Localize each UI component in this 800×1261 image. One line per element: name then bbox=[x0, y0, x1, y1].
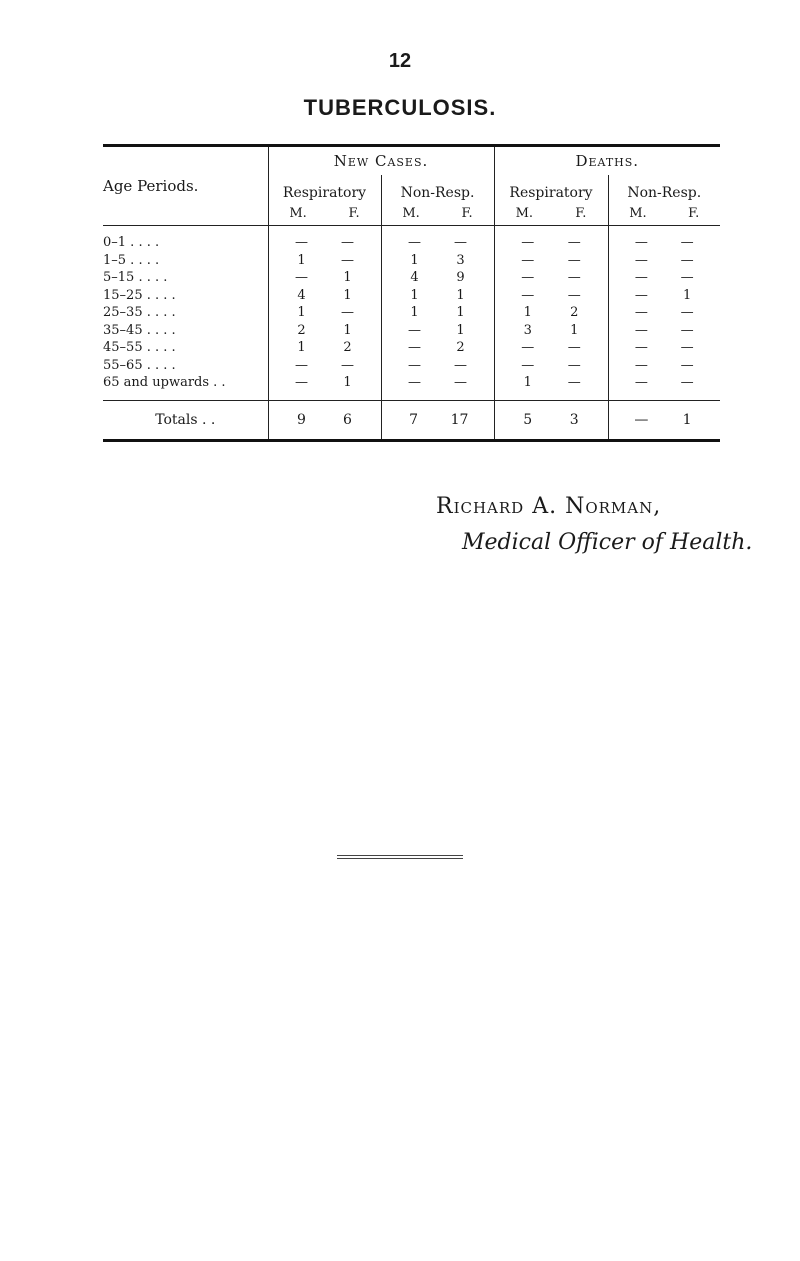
female-label: F. bbox=[688, 205, 700, 221]
age-period-cell: 1–5 . . . . bbox=[103, 252, 160, 268]
new-nonresp-cell: — — bbox=[381, 374, 494, 400]
death-resp-cell: 1 — bbox=[494, 374, 608, 400]
new-nonresp-cell: 1 1 bbox=[381, 304, 494, 322]
new-nonresp-cell: — — bbox=[381, 226, 494, 252]
death-nonresp-cell: — — bbox=[608, 269, 720, 287]
death-nonresp-cell: — 1 bbox=[608, 287, 720, 305]
death-nonresp-cell: — — bbox=[608, 226, 720, 252]
new-resp-cell: 1 2 bbox=[268, 339, 381, 357]
age-period-cell: 25–35 . . . . bbox=[103, 305, 176, 321]
age-period-cell: 5–15 . . . . bbox=[103, 270, 168, 286]
death-resp-cell: — — bbox=[494, 269, 608, 287]
female-label: F. bbox=[348, 205, 360, 221]
table-row bbox=[103, 339, 720, 357]
new-resp-cell: — 1 bbox=[268, 269, 381, 287]
table-row bbox=[103, 287, 720, 305]
totals-new-resp-cell: 9 6 bbox=[268, 400, 381, 440]
death-nonresp-cell: — — bbox=[608, 357, 720, 375]
death-respiratory-header: Respiratory bbox=[494, 175, 608, 201]
table-row bbox=[103, 304, 720, 322]
female-label: F. bbox=[461, 205, 473, 221]
totals-death-nonresp-cell: — 1 bbox=[608, 400, 720, 440]
death-resp-cell: 3 1 bbox=[494, 322, 608, 340]
death-resp-cell: — — bbox=[494, 226, 608, 252]
age-periods-header: Age Periods. bbox=[103, 146, 268, 226]
new-nonresp-cell: — — bbox=[381, 357, 494, 375]
new-nonresp-cell: — 2 bbox=[381, 339, 494, 357]
divider-rule bbox=[337, 855, 463, 859]
new-nonresp-header: Non-Resp. bbox=[381, 175, 494, 201]
new-cases-header: New Cases. bbox=[268, 146, 494, 176]
table-row bbox=[103, 374, 720, 400]
table-row bbox=[103, 252, 720, 270]
death-nonresp-cell: — — bbox=[608, 339, 720, 357]
tuberculosis-table bbox=[103, 144, 720, 442]
death-resp-cell: 1 2 bbox=[494, 304, 608, 322]
male-label: M. bbox=[515, 205, 534, 221]
new-resp-cell: 4 1 bbox=[268, 287, 381, 305]
death-nonresp-cell: — — bbox=[608, 374, 720, 400]
table-row bbox=[103, 357, 720, 375]
death-nonresp-header: Non-Resp. bbox=[608, 175, 720, 201]
totals-label: Totals . . bbox=[103, 400, 268, 440]
new-nonresp-cell: — 1 bbox=[381, 322, 494, 340]
signature-title: Medical Officer of Health. bbox=[462, 530, 753, 555]
new-respiratory-header: Respiratory bbox=[268, 175, 381, 201]
table-row bbox=[103, 322, 720, 340]
new-resp-cell: — — bbox=[268, 357, 381, 375]
new-nonresp-cell: 1 1 bbox=[381, 287, 494, 305]
deaths-header: Deaths. bbox=[494, 146, 720, 176]
new-resp-cell: — 1 bbox=[268, 374, 381, 400]
death-resp-cell: — — bbox=[494, 287, 608, 305]
sex-header-cell bbox=[494, 201, 608, 226]
age-period-cell: 15–25 . . . . bbox=[103, 287, 176, 303]
tuberculosis-table-container bbox=[103, 144, 720, 442]
death-resp-cell: — — bbox=[494, 252, 608, 270]
death-nonresp-cell: — — bbox=[608, 322, 720, 340]
page-number: 12 bbox=[388, 50, 412, 72]
sex-header-cell bbox=[608, 201, 720, 226]
age-period-cell: 55–65 . . . . bbox=[103, 357, 176, 373]
age-period-cell: 0–1 . . . . bbox=[103, 235, 160, 251]
male-label: M. bbox=[629, 205, 647, 221]
totals-row bbox=[103, 400, 720, 440]
totals-new-nonresp-cell: 7 17 bbox=[381, 400, 494, 440]
new-resp-cell: — — bbox=[268, 226, 381, 252]
sex-header-cell bbox=[268, 201, 381, 226]
new-resp-cell: 1 — bbox=[268, 304, 381, 322]
sex-header-cell bbox=[381, 201, 494, 226]
female-label: F. bbox=[575, 205, 587, 221]
new-resp-cell: 1 — bbox=[268, 252, 381, 270]
age-period-cell: 35–45 . . . . bbox=[103, 322, 176, 338]
new-nonresp-cell: 4 9 bbox=[381, 269, 494, 287]
male-label: M. bbox=[402, 205, 420, 221]
table-row bbox=[103, 269, 720, 287]
table-row bbox=[103, 226, 720, 252]
page-title: TUBERCULOSIS. bbox=[303, 95, 497, 120]
male-label: M. bbox=[289, 205, 307, 221]
new-nonresp-cell: 1 3 bbox=[381, 252, 494, 270]
death-resp-cell: — — bbox=[494, 357, 608, 375]
header-group-row bbox=[103, 146, 720, 176]
death-nonresp-cell: — — bbox=[608, 304, 720, 322]
totals-death-resp-cell: 5 3 bbox=[494, 400, 608, 440]
death-resp-cell: — — bbox=[494, 339, 608, 357]
age-period-cell: 45–55 . . . . bbox=[103, 340, 176, 356]
age-period-cell: 65 and upwards . . bbox=[103, 375, 226, 391]
death-nonresp-cell: — — bbox=[608, 252, 720, 270]
signature-name: Richard A. Norman, bbox=[436, 494, 662, 519]
new-resp-cell: 2 1 bbox=[268, 322, 381, 340]
